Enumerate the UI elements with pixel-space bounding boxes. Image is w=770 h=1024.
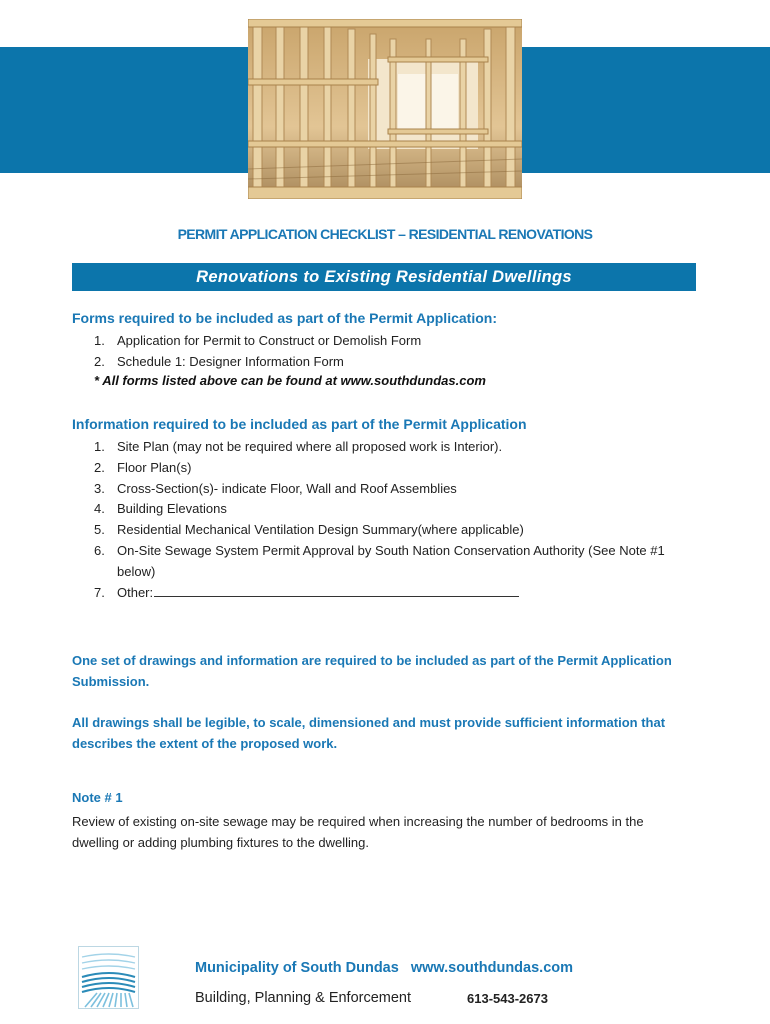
list-item-text: Application for Permit to Construct or Demolish Form (117, 333, 422, 348)
list-item-number: 1. (94, 439, 105, 454)
list-item (72, 479, 692, 500)
list-item-number: 4. (94, 501, 105, 517)
list-item-number: 1. (94, 333, 105, 348)
forms-section-heading: Forms required to be included as part of the Permit Application: (72, 310, 497, 326)
drawings-set-paragraph: One set of drawings and information are required to be included as part of the Permit Application Submission. (72, 653, 672, 689)
list-item-text: Site Plan (may not be required where all proposed work is Interior). (117, 439, 503, 454)
footer-municipality (195, 960, 573, 976)
list-item (72, 541, 692, 583)
list-item-number: 7. (94, 584, 105, 600)
list-item-number: 6. (94, 542, 105, 558)
list-item-other (72, 583, 692, 604)
note-heading: Note # 1 (72, 790, 123, 805)
list-item (72, 331, 692, 352)
list-item-number: 2. (94, 459, 105, 475)
list-item-number: 5. (94, 522, 105, 538)
list-item-number: 3. (94, 480, 105, 496)
list-item (72, 499, 692, 520)
list-item-number: 2. (94, 353, 105, 369)
forms-list (72, 331, 692, 373)
municipality-logo-icon (78, 946, 139, 1009)
list-item-text: On-Site Sewage System Permit Approval by South Nation Conservation Authority (See Note #1 below) (117, 542, 665, 579)
list-item-text: Other: (117, 584, 154, 600)
list-item (72, 458, 692, 479)
list-item (72, 352, 692, 373)
forms-note: * All forms listed above can be found at www.southdundas.com (94, 373, 486, 388)
list-item-text: Residential Mechanical Ventilation Design Summary(where applicable) (117, 522, 524, 538)
other-fill-line[interactable] (154, 585, 519, 597)
list-item (72, 520, 692, 541)
website-link[interactable]: www.southdundas.com (410, 960, 574, 976)
municipality-name: Municipality of South Dundas (195, 960, 399, 976)
note-text: Review of existing on-site sewage may be required when increasing the number of bedrooms in the dwelling or adding plumbing fixtures to the dwelling. (72, 814, 644, 850)
list-item-text: Floor Plan(s) (117, 459, 192, 475)
list-item (72, 437, 692, 458)
info-section-heading: Information required to be included as part of the Permit Application (72, 416, 527, 432)
list-item-text: Cross-Section(s)- indicate Floor, Wall and Roof Assemblies (117, 480, 457, 496)
page-title: PERMIT APPLICATION CHECKLIST – RESIDENTIAL RENOVATIONS (177, 226, 593, 242)
footer-department: Building, Planning & Enforcement (195, 990, 412, 1006)
drawings-legible-paragraph: All drawings shall be legible, to scale, dimensioned and must provide sufficient information that describes the extent of the proposed work. (72, 715, 666, 751)
section-banner: Renovations to Existing Residential Dwellings (72, 263, 696, 291)
footer-phone: 613-543-2673 (467, 991, 548, 1006)
list-item-text: Schedule 1: Designer Information Form (117, 353, 344, 369)
list-item-text: Building Elevations (117, 501, 227, 517)
info-list (72, 437, 692, 603)
wood-framing-photo (248, 19, 522, 199)
